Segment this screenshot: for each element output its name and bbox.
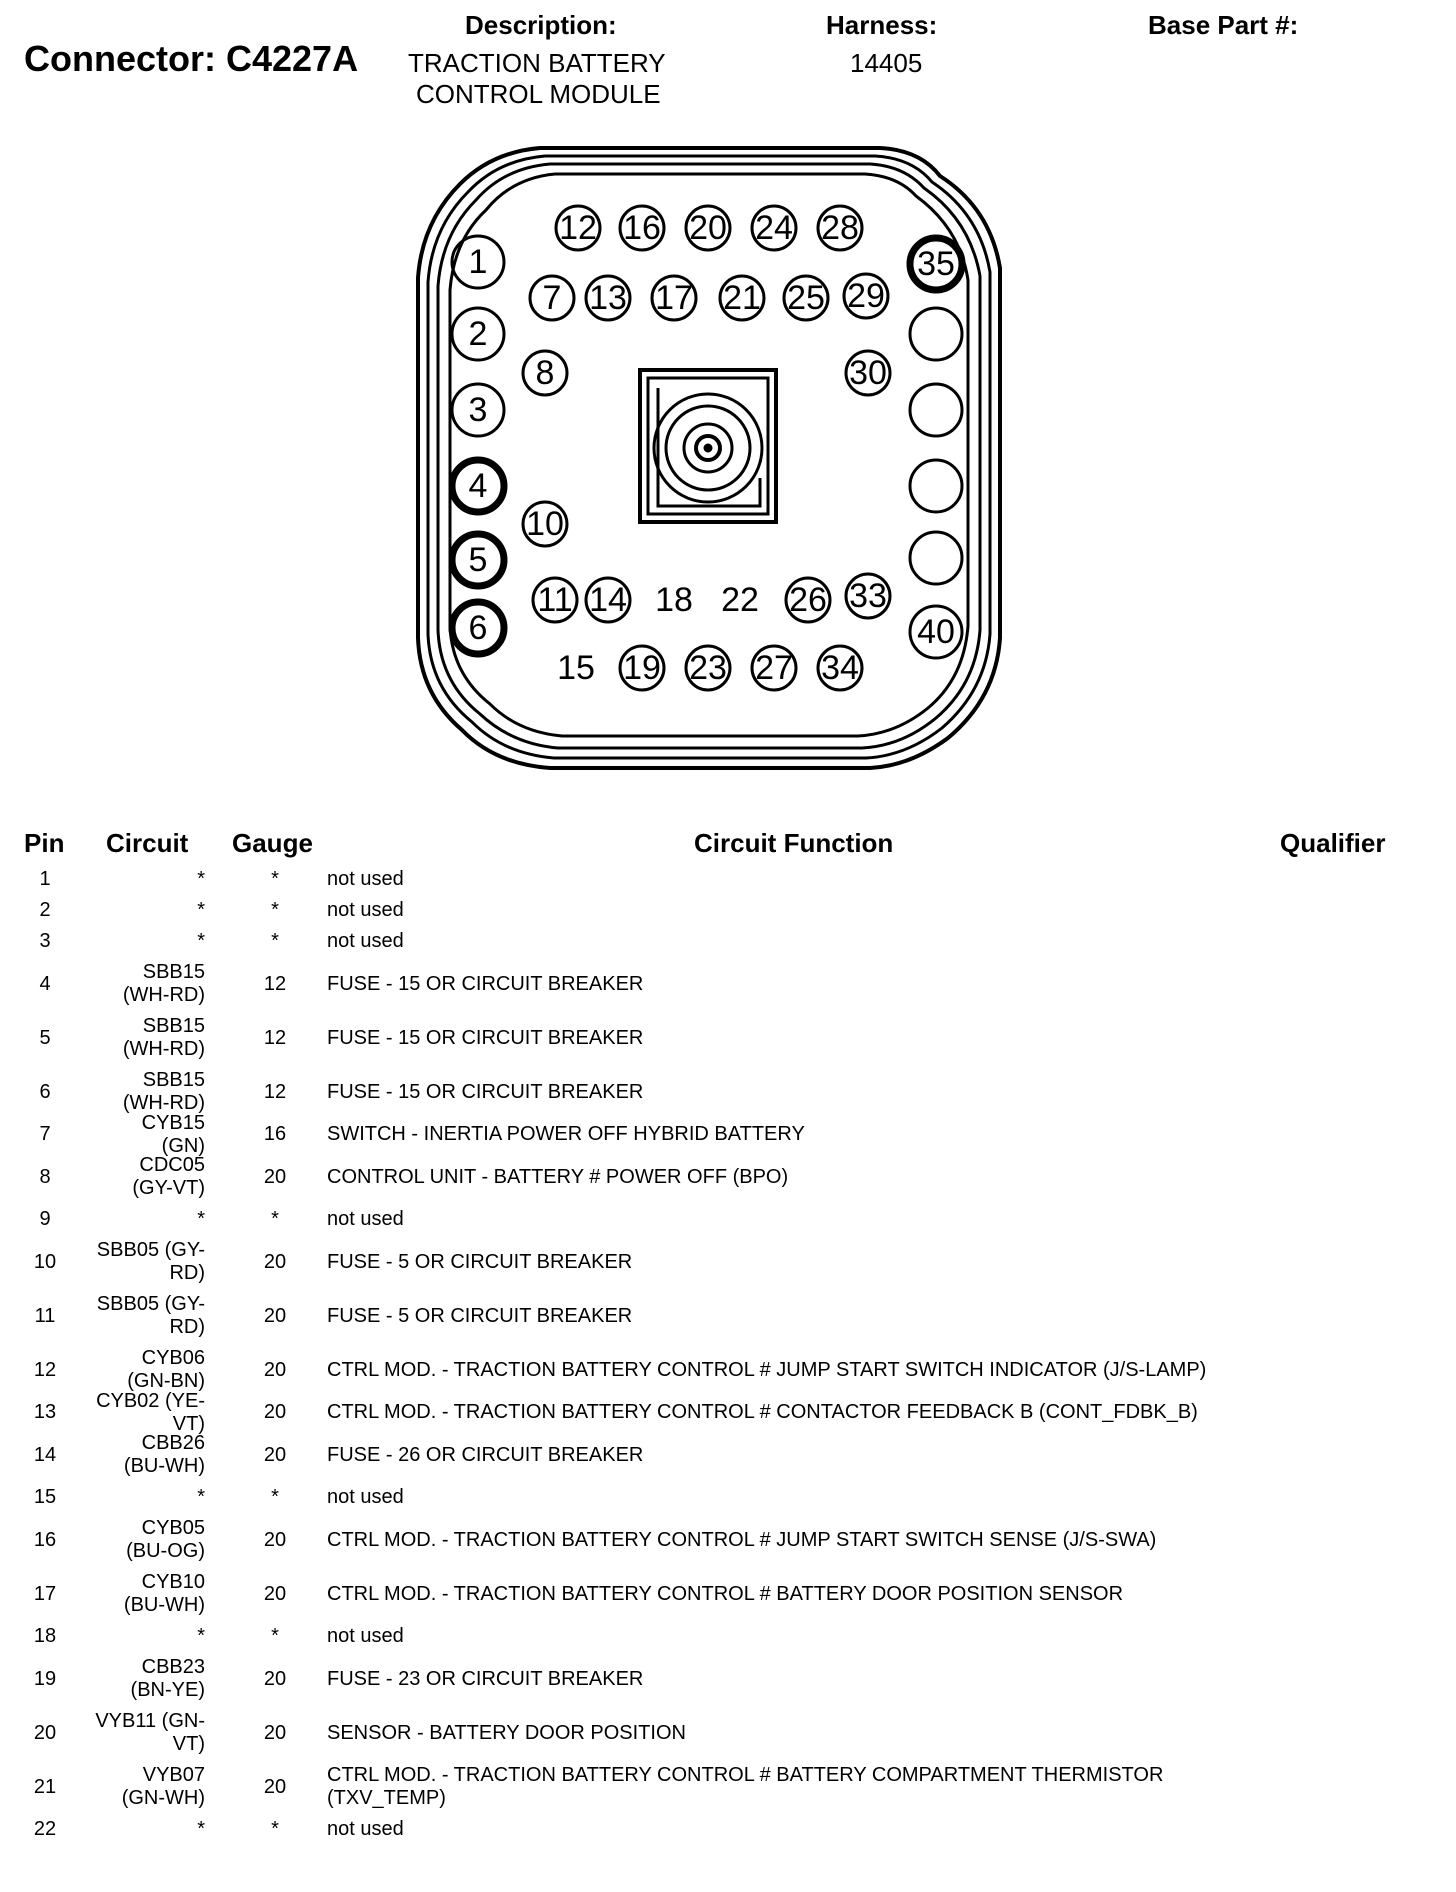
pin-label-23: 23 [689,649,727,687]
table-row [0,1652,1456,1706]
qualifier-cell [1290,1621,1440,1652]
table-row [0,1814,1456,1845]
table-row [0,1011,1456,1065]
pin-label-2: 2 [468,315,488,353]
column-header-circuit: Circuit [106,828,189,858]
function-cell: CTRL MOD. - TRACTION BATTERY CONTROL # JUMP START SWITCH SENSE (J/S-SWA) [327,1528,1157,1551]
gauge-cell: 16 [263,1123,287,1145]
pin-label-25: 25 [787,279,825,317]
pin-label-34: 34 [821,649,859,687]
description-label: Description: [465,10,617,40]
pin-label-12: 12 [559,209,597,247]
function-cell: not used [327,1625,404,1647]
gauge-cell: * [271,1208,279,1230]
pin-cell: 14 [33,1443,57,1466]
base-part-label: Base Part #: [1148,10,1299,40]
pin-cell: 2 [39,899,51,921]
gauge-cell: 20 [263,1165,287,1188]
pin-label-13: 13 [589,279,627,317]
table-row [0,1204,1456,1235]
pin-cell: 18 [33,1625,57,1647]
table-row [0,1428,1456,1482]
pin-label-19: 19 [623,649,661,687]
circuit-cell: CYB02 (YE-VT) [96,1389,205,1435]
pin-label-35: 35 [917,245,955,283]
circuit-cell: SBB05 (GY-RD) [96,1239,205,1284]
pin-cell: 10 [33,1250,57,1273]
circuit-cell: * [197,1625,205,1647]
empty-cavity [910,532,962,584]
pin-label-33: 33 [849,577,887,615]
circuit-cell: SBB15 (WH-RD) [122,1015,205,1060]
function-cell: CTRL MOD. - TRACTION BATTERY CONTROL # BATTERY DOOR POSITION SENSOR [327,1582,1124,1605]
column-header-qualifier: Qualifier [1280,828,1386,858]
circuit-cell: * [197,868,205,890]
pin-cell: 5 [39,1026,51,1049]
pin-label-18: 18 [655,581,693,619]
circuit-cell: SBB15 (WH-RD) [122,961,205,1006]
function-cell: FUSE - 15 OR CIRCUIT BREAKER [327,972,644,995]
table-row [0,1065,1456,1119]
gauge-cell: * [271,1486,279,1508]
pin-label-22: 22 [721,581,759,619]
function-cell: not used [327,930,404,952]
pin-cell: 21 [33,1775,57,1798]
circuit-cell: VYB11 (GN-VT) [95,1710,205,1755]
gauge-cell: * [271,1625,279,1647]
qualifier-cell [1290,1706,1440,1760]
pin-cell: 15 [33,1486,57,1508]
circuit-cell: CYB05 (BU-OG) [126,1517,205,1562]
table-row [0,926,1456,957]
pin-label-14: 14 [589,581,627,619]
gauge-cell: 20 [263,1667,287,1690]
pin-label-26: 26 [789,581,827,619]
gauge-cell: 12 [263,972,287,995]
qualifier-cell [1290,1204,1440,1235]
qualifier-cell [1290,1343,1440,1397]
circuit-cell: CDC05 (GY-VT) [132,1154,205,1199]
qualifier-cell [1290,895,1440,926]
pin-label-1: 1 [468,243,488,281]
gauge-cell: * [271,930,279,952]
qualifier-cell [1290,1814,1440,1845]
table-row [0,1482,1456,1513]
function-cell: not used [327,1818,404,1840]
qualifier-cell [1290,1011,1440,1065]
gauge-cell: 20 [263,1775,287,1798]
column-header-gauge: Gauge [232,828,313,858]
pin-label-15: 15 [557,649,595,687]
circuit-cell: * [197,1818,205,1840]
gauge-cell: 20 [263,1528,287,1551]
column-header-function: Circuit Function [694,828,894,858]
circuit-cell: CBB23 (BN-YE) [130,1656,205,1701]
gauge-cell: 20 [263,1721,287,1744]
table-row [0,1760,1456,1814]
qualifier-cell [1290,1065,1440,1119]
qualifier-cell [1290,1652,1440,1706]
circuit-cell: CYB06 (GN-BN) [127,1347,205,1392]
connector-title: Connector: C4227A [24,38,359,79]
function-cell: not used [327,899,404,921]
pin-label-17: 17 [655,279,693,317]
qualifier-cell [1290,1150,1440,1204]
pin-label-10: 10 [526,505,564,543]
pin-cell: 4 [39,972,51,995]
gauge-cell: 20 [263,1250,287,1273]
qualifier-cell [1290,1397,1440,1428]
gauge-cell: 12 [263,1080,287,1103]
circuit-cell: CBB26 (BU-WH) [123,1432,205,1477]
circuit-cell: CYB15 (GN) [141,1111,205,1157]
connector-face-diagram [400,138,1020,778]
pin-label-5: 5 [468,541,488,579]
circuit-cell: CYB10 (BU-WH) [123,1571,205,1616]
gauge-cell: * [271,1818,279,1840]
qualifier-cell [1290,1760,1440,1814]
description-line-2: CONTROL MODULE [416,79,661,109]
circuit-cell: SBB05 (GY-RD) [96,1293,205,1338]
circuit-cell: SBB15 (WH-RD) [122,1069,205,1114]
pin-label-8: 8 [535,354,555,392]
qualifier-cell [1290,1513,1440,1567]
pin-label-40: 40 [917,613,955,651]
table-row [0,1389,1456,1435]
qualifier-cell [1290,957,1440,1011]
gauge-cell: * [271,899,279,921]
gauge-cell: 20 [263,1443,287,1466]
function-cell: not used [327,868,404,890]
pin-cell: 7 [39,1123,51,1145]
gauge-cell: * [271,868,279,890]
table-row [0,1289,1456,1343]
table-row [0,1150,1456,1204]
pin-cell: 1 [39,868,51,890]
table-row [0,1235,1456,1289]
pin-label-16: 16 [623,209,661,247]
pin-label-21: 21 [723,279,761,317]
pin-cell: 12 [33,1358,57,1381]
pin-cell: 8 [39,1165,51,1188]
pin-cell: 22 [33,1818,57,1840]
empty-cavity [910,308,962,360]
qualifier-cell [1290,1289,1440,1343]
function-cell: FUSE - 23 OR CIRCUIT BREAKER [327,1667,644,1690]
table-row [0,957,1456,1011]
function-cell: not used [327,1486,404,1508]
function-cell: FUSE - 15 OR CIRCUIT BREAKER [327,1080,644,1103]
function-cell: CONTROL UNIT - BATTERY # POWER OFF (BPO) [327,1165,789,1188]
table-row [0,1706,1456,1760]
table-row [0,1621,1456,1652]
pin-label-30: 30 [849,354,887,392]
pin-label-27: 27 [755,649,793,687]
pin-cell: 3 [39,930,51,952]
pin-cell: 6 [39,1080,51,1103]
gauge-cell: 12 [263,1026,287,1049]
pin-cell: 13 [33,1401,57,1423]
pin-label-4: 4 [468,467,488,505]
qualifier-cell [1290,1428,1440,1482]
qualifier-cell [1290,1482,1440,1513]
pin-label-29: 29 [847,277,885,315]
circuit-cell: * [197,899,205,921]
gauge-cell: 20 [263,1358,287,1381]
qualifier-cell [1290,1567,1440,1621]
qualifier-cell [1290,1235,1440,1289]
pin-label-7: 7 [542,279,562,317]
pin-cell: 19 [33,1667,57,1690]
circuit-cell: VYB07 (GN-WH) [121,1764,205,1809]
table-row [0,1567,1456,1621]
function-cell: not used [327,1208,404,1230]
table-row [0,895,1456,926]
circuit-cell: * [197,1208,205,1230]
pin-label-28: 28 [821,209,859,247]
function-cell: CTRL MOD. - TRACTION BATTERY CONTROL # CONTACTOR FEEDBACK B (CONT_FDBK_B) [327,1401,1198,1423]
pin-cell: 17 [33,1582,57,1605]
function-cell: FUSE - 26 OR CIRCUIT BREAKER [327,1443,644,1466]
pin-cell: 11 [34,1304,56,1327]
qualifier-cell [1290,926,1440,957]
pin-label-3: 3 [468,391,488,429]
function-cell: SWITCH - INERTIA POWER OFF HYBRID BATTERY [327,1123,805,1145]
function-cell: FUSE - 5 OR CIRCUIT BREAKER [327,1250,633,1273]
function-cell: SENSOR - BATTERY DOOR POSITION [327,1721,686,1744]
qualifier-cell [1290,864,1440,895]
empty-cavity [910,460,962,512]
gauge-cell: 20 [263,1304,287,1327]
pin-label-24: 24 [755,209,793,247]
pin-label-11: 11 [537,581,573,619]
table-row [0,864,1456,895]
function-cell: CTRL MOD. - TRACTION BATTERY CONTROL # BATTERY COMPARTMENT THERMISTOR (TXV_TEMP) [327,1764,1164,1809]
gauge-cell: 20 [263,1582,287,1605]
column-header-pin: Pin [24,828,65,858]
center-latch [640,370,776,522]
harness-value: 14405 [850,48,923,78]
pin-label-20: 20 [689,209,727,247]
description-line-1: TRACTION BATTERY [408,48,666,78]
pin-cell: 20 [33,1721,57,1744]
gauge-cell: 20 [263,1401,287,1423]
circuit-cell: * [197,1486,205,1508]
table-row [0,1343,1456,1397]
function-cell: FUSE - 5 OR CIRCUIT BREAKER [327,1304,633,1327]
empty-cavity [910,384,962,436]
qualifier-cell [1290,1119,1440,1150]
circuit-cell: * [197,930,205,952]
table-row [0,1513,1456,1567]
pin-cell: 16 [33,1528,57,1551]
function-cell: CTRL MOD. - TRACTION BATTERY CONTROL # JUMP START SWITCH INDICATOR (J/S-LAMP) [327,1358,1207,1381]
function-cell: FUSE - 15 OR CIRCUIT BREAKER [327,1026,644,1049]
pin-cell: 9 [39,1208,51,1230]
pin-label-6: 6 [468,609,488,647]
harness-label: Harness: [826,10,938,40]
table-row [0,1111,1456,1157]
